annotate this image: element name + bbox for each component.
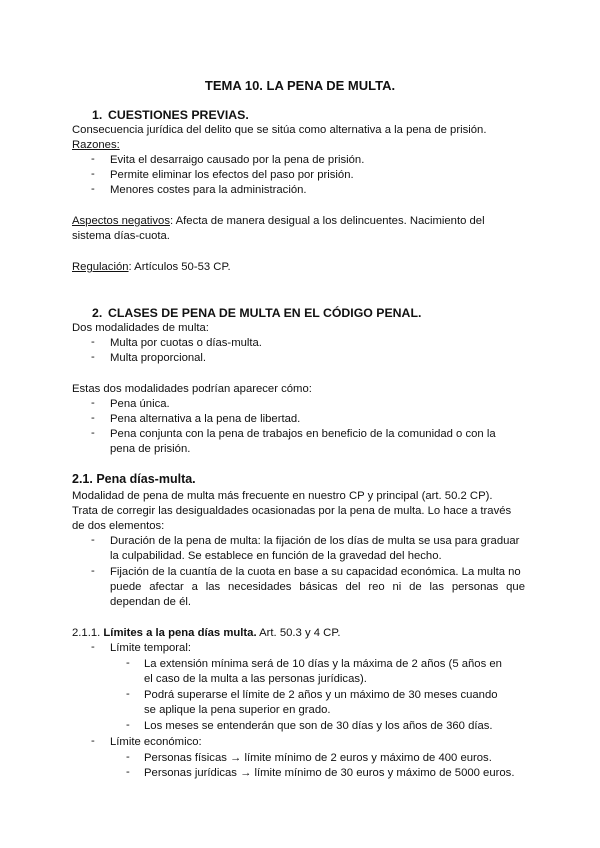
economico-item: Personas físicas → límite mínimo de 2 euros y máximo de 400 euros. <box>144 752 492 764</box>
elemento-item-line: Duración de la pena de multa: la fijación de los días de multa se usa para graduar <box>110 535 520 547</box>
temporal-item-line: el caso de la multa a las personas jurídicas). <box>144 673 367 685</box>
bullet-marker: - <box>91 336 95 348</box>
bullet-marker: - <box>126 766 130 778</box>
elemento-item-line: dependan de él. <box>110 596 192 608</box>
section-2-1-p2: Trata de corregir las desigualdades ocasionadas por la pena de multa. Lo hace a través <box>72 505 512 517</box>
bullet-marker: - <box>91 412 95 424</box>
bullet-marker: - <box>91 735 95 747</box>
temporal-item-line: Podrá superarse el límite de 2 años y un máximo de 30 meses cuando <box>144 689 498 701</box>
section-2-title: CLASES DE PENA DE MULTA EN EL CÓDIGO PENAL. <box>108 306 422 320</box>
page-title: TEMA 10. LA PENA DE MULTA. <box>204 78 396 93</box>
regulacion-text: : Artículos 50-53 CP. <box>128 261 231 273</box>
regulacion-line <box>72 260 231 275</box>
aparecer-item-cont: pena de prisión. <box>110 443 191 455</box>
aparecer-item: Pena única. <box>110 398 170 410</box>
section-1-title: CUESTIONES PREVIAS. <box>108 108 249 122</box>
razones-item: Permite eliminar los efectos del paso por prisión. <box>110 169 354 181</box>
section-2-1-p1: Modalidad de pena de multa más frecuente en nuestro CP y principal (art. 50.2 CP). <box>72 490 493 502</box>
razones-label: Razones: <box>72 139 120 151</box>
modalidad-item: Multa proporcional. <box>110 352 207 364</box>
limite-economico-label: Límite económico: <box>110 736 202 748</box>
aspectos-negativos-text: : Afecta de manera desigual a los delincuentes. Nacimiento del <box>169 215 485 227</box>
bullet-marker: - <box>91 565 95 577</box>
bullet-marker: - <box>126 751 130 763</box>
section-2-1-1-title: Límites a la pena días multa. <box>103 627 257 639</box>
bullet-marker: - <box>91 351 95 363</box>
bullet-marker: - <box>91 427 95 439</box>
section-1-intro: Consecuencia jurídica del delito que se sitúa como alternativa a la pena de prisión. <box>72 124 487 136</box>
section-2-intro: Dos modalidades de multa: <box>72 322 209 334</box>
razones-item: Menores costes para la administración. <box>110 184 307 196</box>
temporal-item-line: se aplique la pena superior en grado. <box>144 704 331 716</box>
bullet-marker: - <box>126 688 130 700</box>
bullet-marker: - <box>91 397 95 409</box>
bullet-marker: - <box>91 153 95 165</box>
section-2-1-p2-cont: de dos elementos: <box>72 520 165 532</box>
temporal-item-line: Los meses se entenderán que son de 30 días y los años de 360 días. <box>144 720 493 732</box>
section-2-1-1-ref: Art. 50.3 y 4 CP. <box>256 627 341 639</box>
bullet-marker: - <box>126 719 130 731</box>
bullet-marker: - <box>91 183 95 195</box>
section-2-1-1-heading <box>72 626 341 641</box>
aspectos-negativos-cont: sistema días-cuota. <box>72 230 170 242</box>
aparecer-item: Pena conjunta con la pena de trabajos en beneficio de la comunidad o con la <box>110 428 496 440</box>
regulacion-label: Regulación <box>72 261 129 273</box>
section-2-1-heading: 2.1. Pena días-multa. <box>72 472 196 486</box>
bullet-marker: - <box>91 641 95 653</box>
section-1-heading <box>92 108 249 122</box>
aparecer-item: Pena alternativa a la pena de libertad. <box>110 413 301 425</box>
elemento-item-line: Fijación de la cuantía de la cuota en base a su capacidad económica. La multa no <box>110 566 521 578</box>
section-2-number: 2. <box>92 306 103 320</box>
bullet-marker: - <box>91 534 95 546</box>
section-2-heading <box>92 306 421 320</box>
bullet-marker: - <box>126 657 130 669</box>
aspectos-negativos-label: Aspectos negativos <box>72 215 170 227</box>
razones-item: Evita el desarraigo causado por la pena de prisión. <box>110 154 365 166</box>
economico-item: Personas jurídicas → límite mínimo de 30 euros y máximo de 5000 euros. <box>144 767 515 779</box>
aspectos-negativos-line <box>72 214 485 229</box>
elemento-item-line: puede afectar a las necesidades básicas del reo ni de las personas que <box>110 581 525 593</box>
limite-temporal-label: Límite temporal: <box>110 642 191 654</box>
section-1-number: 1. <box>92 108 103 122</box>
temporal-item-line: La extensión mínima será de 10 días y la máxima de 2 años (5 años en <box>144 658 502 670</box>
bullet-marker: - <box>91 168 95 180</box>
aparecer-intro: Estas dos modalidades podrían aparecer cómo: <box>72 383 312 395</box>
modalidad-item: Multa por cuotas o días-multa. <box>110 337 262 349</box>
elemento-item-line: la culpabilidad. Se establece en función de la gravedad del hecho. <box>110 550 442 562</box>
section-2-1-1-number: 2.1.1. <box>72 627 101 639</box>
